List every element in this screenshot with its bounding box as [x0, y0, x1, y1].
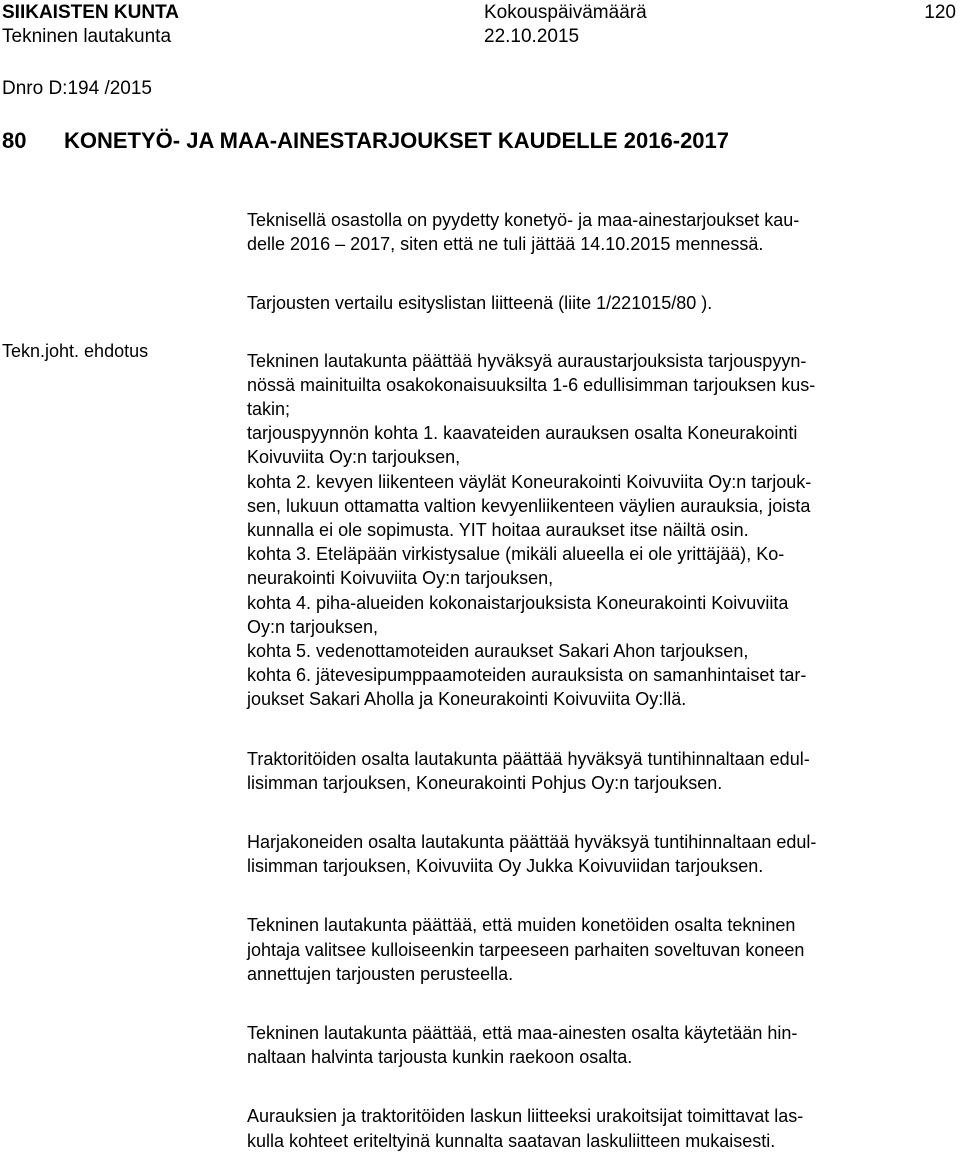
soil-paragraph	[247, 1021, 957, 1069]
text-line: Tekninen lautakunta päättää hyväksyä auraustarjouksista tarjouspyyn-	[247, 350, 807, 371]
text-line: Aurauksien ja traktoritöiden laskun liitteeksi urakoitsijat toimittavat las-	[247, 1106, 804, 1127]
municipality-name: SIIKAISTEN KUNTA	[2, 2, 179, 23]
invoicing-paragraph	[247, 1104, 957, 1152]
text-line: kohta 5. vedenottamoteiden auraukset Sakari Ahon tarjouksen,	[247, 641, 749, 662]
text-line: kohta 2. kevyen liikenteen väylät Koneurakointi Koivuviita Oy:n tarjouk-	[247, 471, 812, 492]
proposal-paragraph	[247, 349, 957, 712]
text-line: naltaan halvinta tarjousta kunkin raekoon osalta.	[247, 1047, 633, 1068]
text-line: kohta 4. piha-alueiden kokonaistarjouksista Koneurakointi Koivuviita	[247, 592, 789, 613]
text-line: Harjakoneiden osalta lautakunta päättää hyväksyä tuntihinnaltaan edul-	[247, 832, 817, 853]
text-line: Koivuviita Oy:n tarjouksen,	[247, 447, 461, 468]
text-line: nössä mainituilta osakokonaisuuksilta 1-6 edullisimman tarjouksen kus-	[247, 374, 816, 395]
proposal-side-label: Tekn.joht. ehdotus	[2, 341, 149, 361]
text-line: takin;	[247, 399, 291, 420]
record-number: Dnro D:194 /2015	[2, 78, 152, 99]
text-line: neurakointi Koivuviita Oy:n tarjouksen,	[247, 568, 554, 589]
board-name: Tekninen lautakunta	[2, 26, 172, 47]
section-title: KONETYÖ- JA MAA-AINESTARJOUKSET KAUDELLE 2016-2017	[64, 128, 730, 153]
text-line: tarjouspyynnön kohta 1. kaavateiden aurauksen osalta Koneurakointi	[247, 423, 798, 444]
text-line: kohta 3. Eteläpään virkistysalue (mikäli alueella ei ole yrittäjää), Ko-	[247, 544, 785, 565]
text-line: lisimman tarjouksen, Koivuviita Oy Jukka Koivuviidan tarjouksen.	[247, 856, 764, 877]
text-line: Teknisellä osastolla on pyydetty konetyö- ja maa-ainestarjoukset kau-	[247, 210, 800, 230]
text-line: Tekninen lautakunta päättää, että maa-ainesten osalta käytetään hin-	[247, 1023, 798, 1044]
body-column	[247, 208, 957, 1153]
other-machines-paragraph	[247, 913, 957, 986]
text-line: kunnalla ei ole sopimusta. YIT hoitaa auraukset itse näiltä osin.	[247, 520, 749, 541]
text-line: Traktoritöiden osalta lautakunta päättää hyväksyä tuntihinnaltaan edul-	[247, 748, 810, 769]
harrow-paragraph	[247, 830, 957, 878]
text-line: joukset Sakari Aholla ja Koneurakointi Koivuviita Oy:llä.	[247, 689, 687, 710]
text-line: annettujen tarjousten perusteella.	[247, 963, 514, 984]
page-number: 120	[924, 2, 956, 23]
text-line: Tekninen lautakunta päättää, että muiden konetöiden osalta tekninen	[247, 915, 796, 936]
text-line: delle 2016 – 2017, siten että ne tuli jättää 14.10.2015 mennessä.	[247, 234, 764, 255]
text-line: Tarjousten vertailu esityslistan liitteenä (liite 1/221015/80 ).	[247, 293, 713, 314]
text-line: sen, lukuun ottamatta valtion kevyenliikenteen väylien aurauksia, joista	[247, 495, 811, 516]
text-line: Oy:n tarjouksen,	[247, 616, 379, 637]
tractor-paragraph	[247, 747, 957, 795]
attachment-note	[247, 291, 957, 315]
text-line: lisimman tarjouksen, Koneurakointi Pohjus Oy:n tarjouksen.	[247, 772, 723, 793]
text-line: johtaja valitsee kulloiseenkin tarpeeseen parhaiten soveltuvan koneen	[247, 939, 805, 960]
meeting-date-label: Kokouspäivämäärä	[484, 2, 647, 23]
text-line: kohta 6. jätevesipumppaamoteiden aurauksista on samanhintaiset tar-	[247, 665, 807, 686]
intro-paragraph	[247, 208, 957, 256]
meeting-date: 22.10.2015	[484, 26, 580, 47]
section-number: 80	[2, 128, 27, 153]
text-line: kulla kohteet eriteltyinä kunnalta saatavan laskuliitteen mukaisesti.	[247, 1130, 776, 1151]
